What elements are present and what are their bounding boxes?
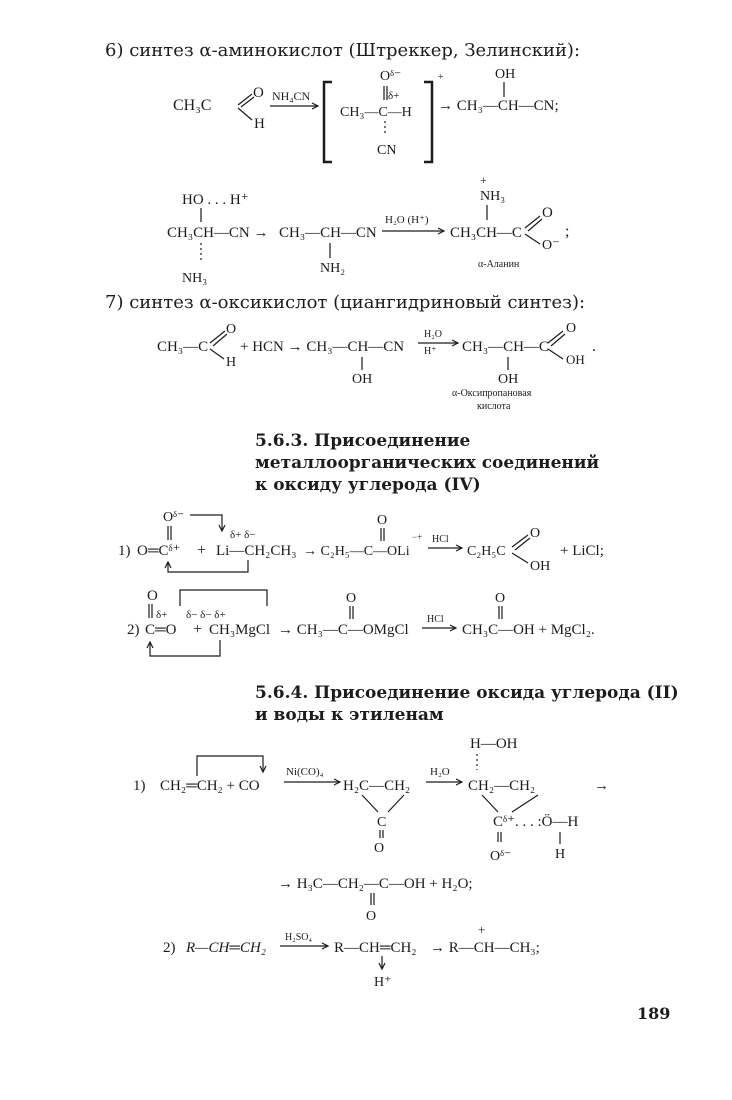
plus-sign: + <box>197 542 207 559</box>
reaction-number: 1) <box>118 543 131 559</box>
intermediate-oh: OH <box>352 372 373 387</box>
name-line1: α-Оксипропановая <box>452 388 532 399</box>
alanine-o-minus: O⁻ <box>542 238 560 253</box>
reagent-hcl: HCl <box>427 614 444 625</box>
ch3chcn-2: CH₃—CH—CN <box>279 225 377 241</box>
c-double-o: C═O <box>145 622 177 638</box>
hydroxyl-h: H <box>555 847 566 862</box>
arrow-intermediate: → CH₃—C—OMgCl <box>278 622 409 638</box>
product-ch3chc: CH₃—CH—C <box>462 339 549 355</box>
reagent-h-plus: H⁺ <box>424 346 437 357</box>
item6-title: 6) синтез α-аминокислот (Штреккер, Зелинский): <box>105 40 581 61</box>
reagent-water: H₂O <box>430 766 450 778</box>
charges: δ+ δ− <box>230 529 256 541</box>
cyclopropanone: H₂C—CH₂ <box>343 778 411 794</box>
reagent-hcl: HCl <box>432 534 449 545</box>
prod-ch3chcn: → CH₃—CH—CN; <box>438 98 559 114</box>
reaction-number: 2) <box>163 940 176 956</box>
heading-line-1: 5.6.4. Присоединение оксида углерода (II) <box>255 683 679 703</box>
cyclopropanone-2: CH₂—CH₂ <box>468 778 536 794</box>
ch3-c-h: CH₃—C—H <box>340 105 412 120</box>
aldehyde-h: H <box>226 355 237 370</box>
delta-plus: δ+ <box>156 609 168 621</box>
propanoic-acid: C₂H₅C <box>467 544 506 559</box>
hcn-step: + HCN → CH₃—CH—CN <box>240 339 405 355</box>
period: . <box>592 338 596 355</box>
alkene-mid: R—CH═CH₂ <box>334 940 417 956</box>
li-ethyl: Li—CH₂CH₃ <box>216 543 297 559</box>
acid-o: O <box>366 909 377 924</box>
ch3c: CH₃—C <box>157 339 209 355</box>
c-delta-oh: Cᵟ⁺. . . :Ö—H <box>493 814 579 830</box>
ho-h-plus: HO . . . H⁺ <box>182 192 249 208</box>
reaction-number: 1) <box>133 778 146 794</box>
acid-oh: OH <box>530 559 551 574</box>
co2-o-top: O <box>147 588 158 604</box>
reagent-nickel: Ni(CO)₄ <box>286 766 324 778</box>
product-o: O <box>566 321 577 336</box>
reagent-h2o: H₂O (H⁺) <box>385 214 429 226</box>
product-oh-acid: OH <box>566 352 585 367</box>
o-delta-minus: Oᵟ⁻ <box>490 849 512 864</box>
h-label: H <box>254 116 265 132</box>
acid-o: O <box>530 526 541 541</box>
ring-o: O <box>374 841 385 856</box>
li-charge: −+ <box>412 532 423 542</box>
alanine-name: α-Аланин <box>478 259 520 270</box>
intermediate-o: O <box>346 591 357 606</box>
alanine-o: O <box>542 205 553 221</box>
heading-line-3: к оксиду углерода (IV) <box>255 475 481 495</box>
o-label: O <box>253 85 264 101</box>
semicolon: ; <box>565 223 570 240</box>
reagent-sulfuric: H₂SO₄ <box>285 932 312 943</box>
ch3chcn-1: CH₃CH—CN → <box>167 225 269 241</box>
aldehyde-o: O <box>226 322 237 337</box>
name-line2: кислота <box>477 401 511 412</box>
carbonyl-o: O <box>377 513 388 528</box>
prod-oh: OH <box>495 67 516 82</box>
charges: δ− δ− δ+ <box>186 609 226 621</box>
reagent-nh4cn: NH₄CN <box>272 89 311 103</box>
nh2-label: NH₂ <box>320 261 346 276</box>
positive-charge: + <box>478 922 486 937</box>
ch3chc: CH₃CH—C <box>450 225 522 241</box>
o-delta-minus: Oᵟ⁻ <box>380 69 402 84</box>
item7-title: 7) синтез α-оксикислот (циангидриновый синтез): <box>105 292 586 313</box>
heading-line-2: металлоорганических соединений <box>255 453 600 473</box>
water-h-oh: H—OH <box>470 736 518 752</box>
grignard: CH₃MgCl <box>209 622 271 638</box>
nh3plus-label: NH₃ <box>480 189 506 204</box>
page-number: 189 <box>637 1004 671 1023</box>
propanoic-acid: → H₃C—CH₂—C—OH + H₂O; <box>278 876 473 892</box>
continuation-arrow: → <box>594 778 609 794</box>
reaction-number: 2) <box>127 622 140 638</box>
proton: H⁺ <box>374 975 392 990</box>
carbocation: → R—CH—CH₃; <box>430 940 540 956</box>
o-c-delta: O═Cᵟ⁺ <box>137 543 181 559</box>
plus-mark: + <box>438 72 444 83</box>
acid-o: O <box>495 591 506 606</box>
heading-line-2: и воды к этиленам <box>255 705 444 725</box>
ethylene-co: CH₂═CH₂ + CO <box>160 778 260 794</box>
svg-text:+: + <box>480 173 487 187</box>
ring-c: C <box>377 815 387 830</box>
nh3-label: NH₃ <box>182 271 208 286</box>
delta-plus: δ+ <box>388 90 400 102</box>
o-delta-minus: Oᵟ⁻ <box>163 510 185 525</box>
acetic-acid: CH₃C—OH + MgCl₂. <box>462 622 595 638</box>
product-oh: OH <box>498 372 519 387</box>
heading-line-1: 5.6.3. Присоединение <box>255 431 471 451</box>
cn-label: CN <box>377 143 397 158</box>
arrow-product: → C₂H₅—C—OLi <box>303 544 410 559</box>
licl: + LiCl; <box>560 543 604 559</box>
alkene: R—CH═CH₂ <box>186 940 267 956</box>
ch3c-label: CH₃C <box>173 97 212 114</box>
reagent-h2o-top: H₂O <box>424 329 442 340</box>
plus-sign: + <box>193 621 203 638</box>
